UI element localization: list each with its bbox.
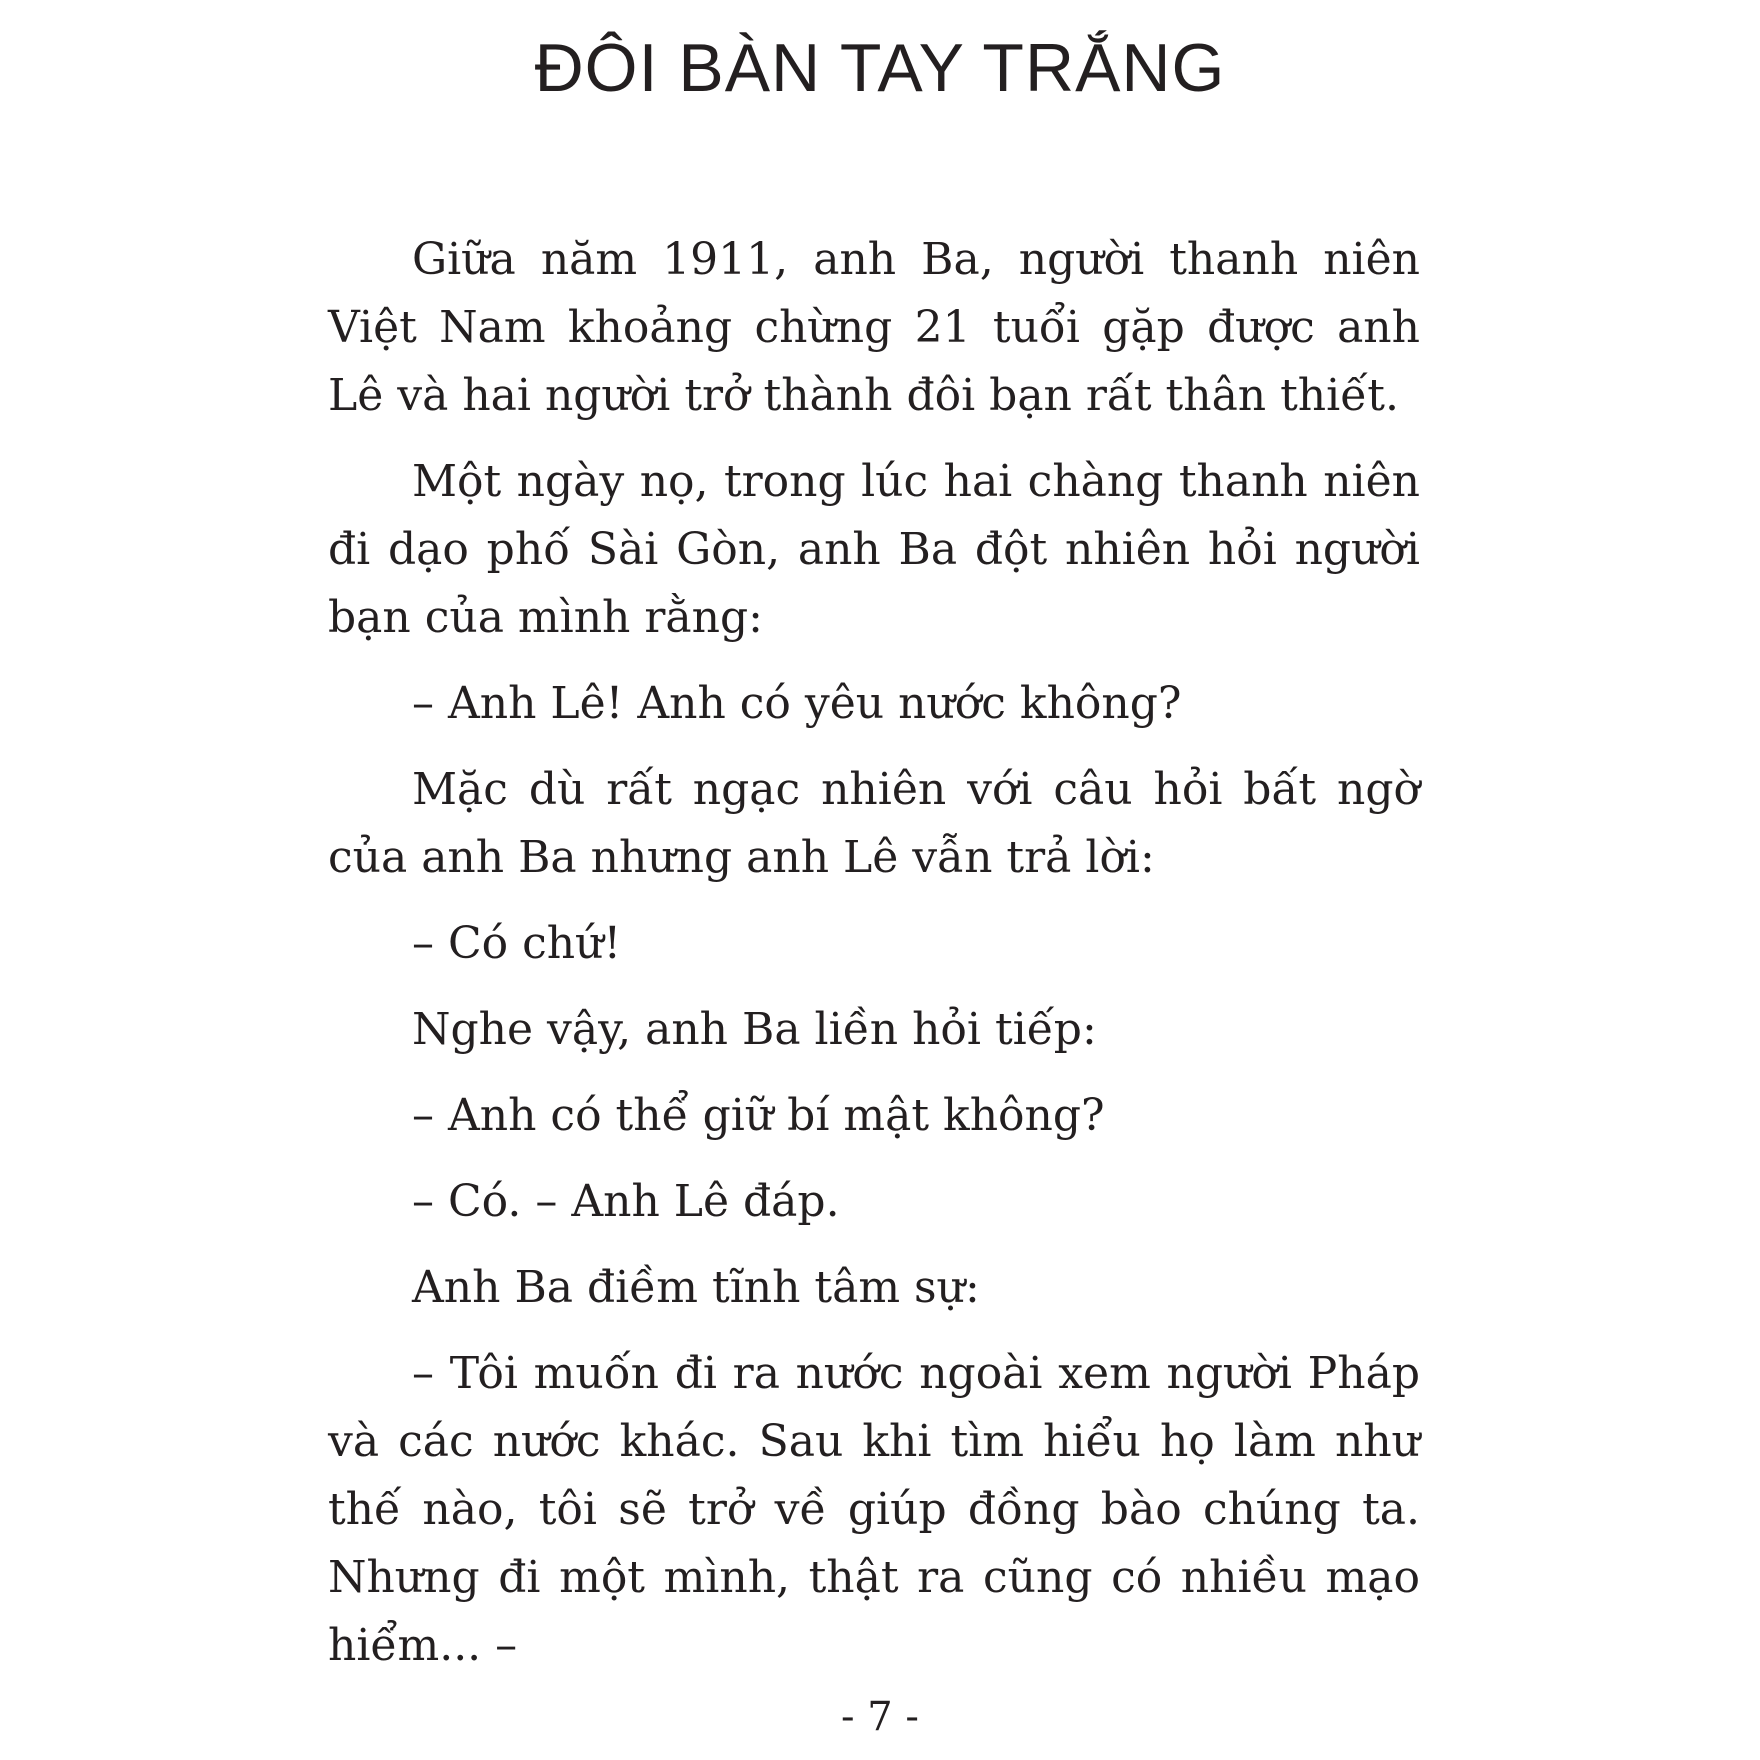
page-number: - 7 - <box>841 1694 919 1740</box>
paragraph: Nghe vậy, anh Ba liền hỏi tiếp: <box>412 1004 1097 1055</box>
dialogue-line: – Anh có thể giữ bí mật không? <box>412 1090 1105 1141</box>
paragraph: Anh Ba điềm tĩnh tâm sự: <box>412 1262 980 1313</box>
paragraph: Giữa năm 1911, anh Ba, người thanh niên Việt Nam khoảng chừng 21 tuổi gặp được anh Lê và hai người trở thành đôi bạn rất thân thiết. <box>328 234 1420 421</box>
dialogue-line: – Có chứ! <box>412 918 622 969</box>
paragraph: Một ngày nọ, trong lúc hai chàng thanh niên đi dạo phố Sài Gòn, anh Ba đột nhiên hỏi người bạn của mình rằng: <box>328 456 1420 643</box>
dialogue-line: – Tôi muốn đi ra nước ngoài xem người Pháp và các nước khác. Sau khi tìm hiểu họ làm như thế nào, tôi sẽ trở về giúp đồng bào chúng ta. Nhưng đi một mình, thật ra cũng có nhiều mạo hiểm... – <box>328 1348 1420 1671</box>
body-text <box>328 226 1420 1698</box>
dialogue-line: – Anh Lê! Anh có yêu nước không? <box>412 678 1182 729</box>
chapter-title: ĐÔI BÀN TAY TRẮNG <box>534 30 1226 106</box>
paragraph: Mặc dù rất ngạc nhiên với câu hỏi bất ngờ của anh Ba nhưng anh Lê vẫn trả lời: <box>328 764 1420 883</box>
dialogue-line: – Có. – Anh Lê đáp. <box>412 1176 840 1227</box>
